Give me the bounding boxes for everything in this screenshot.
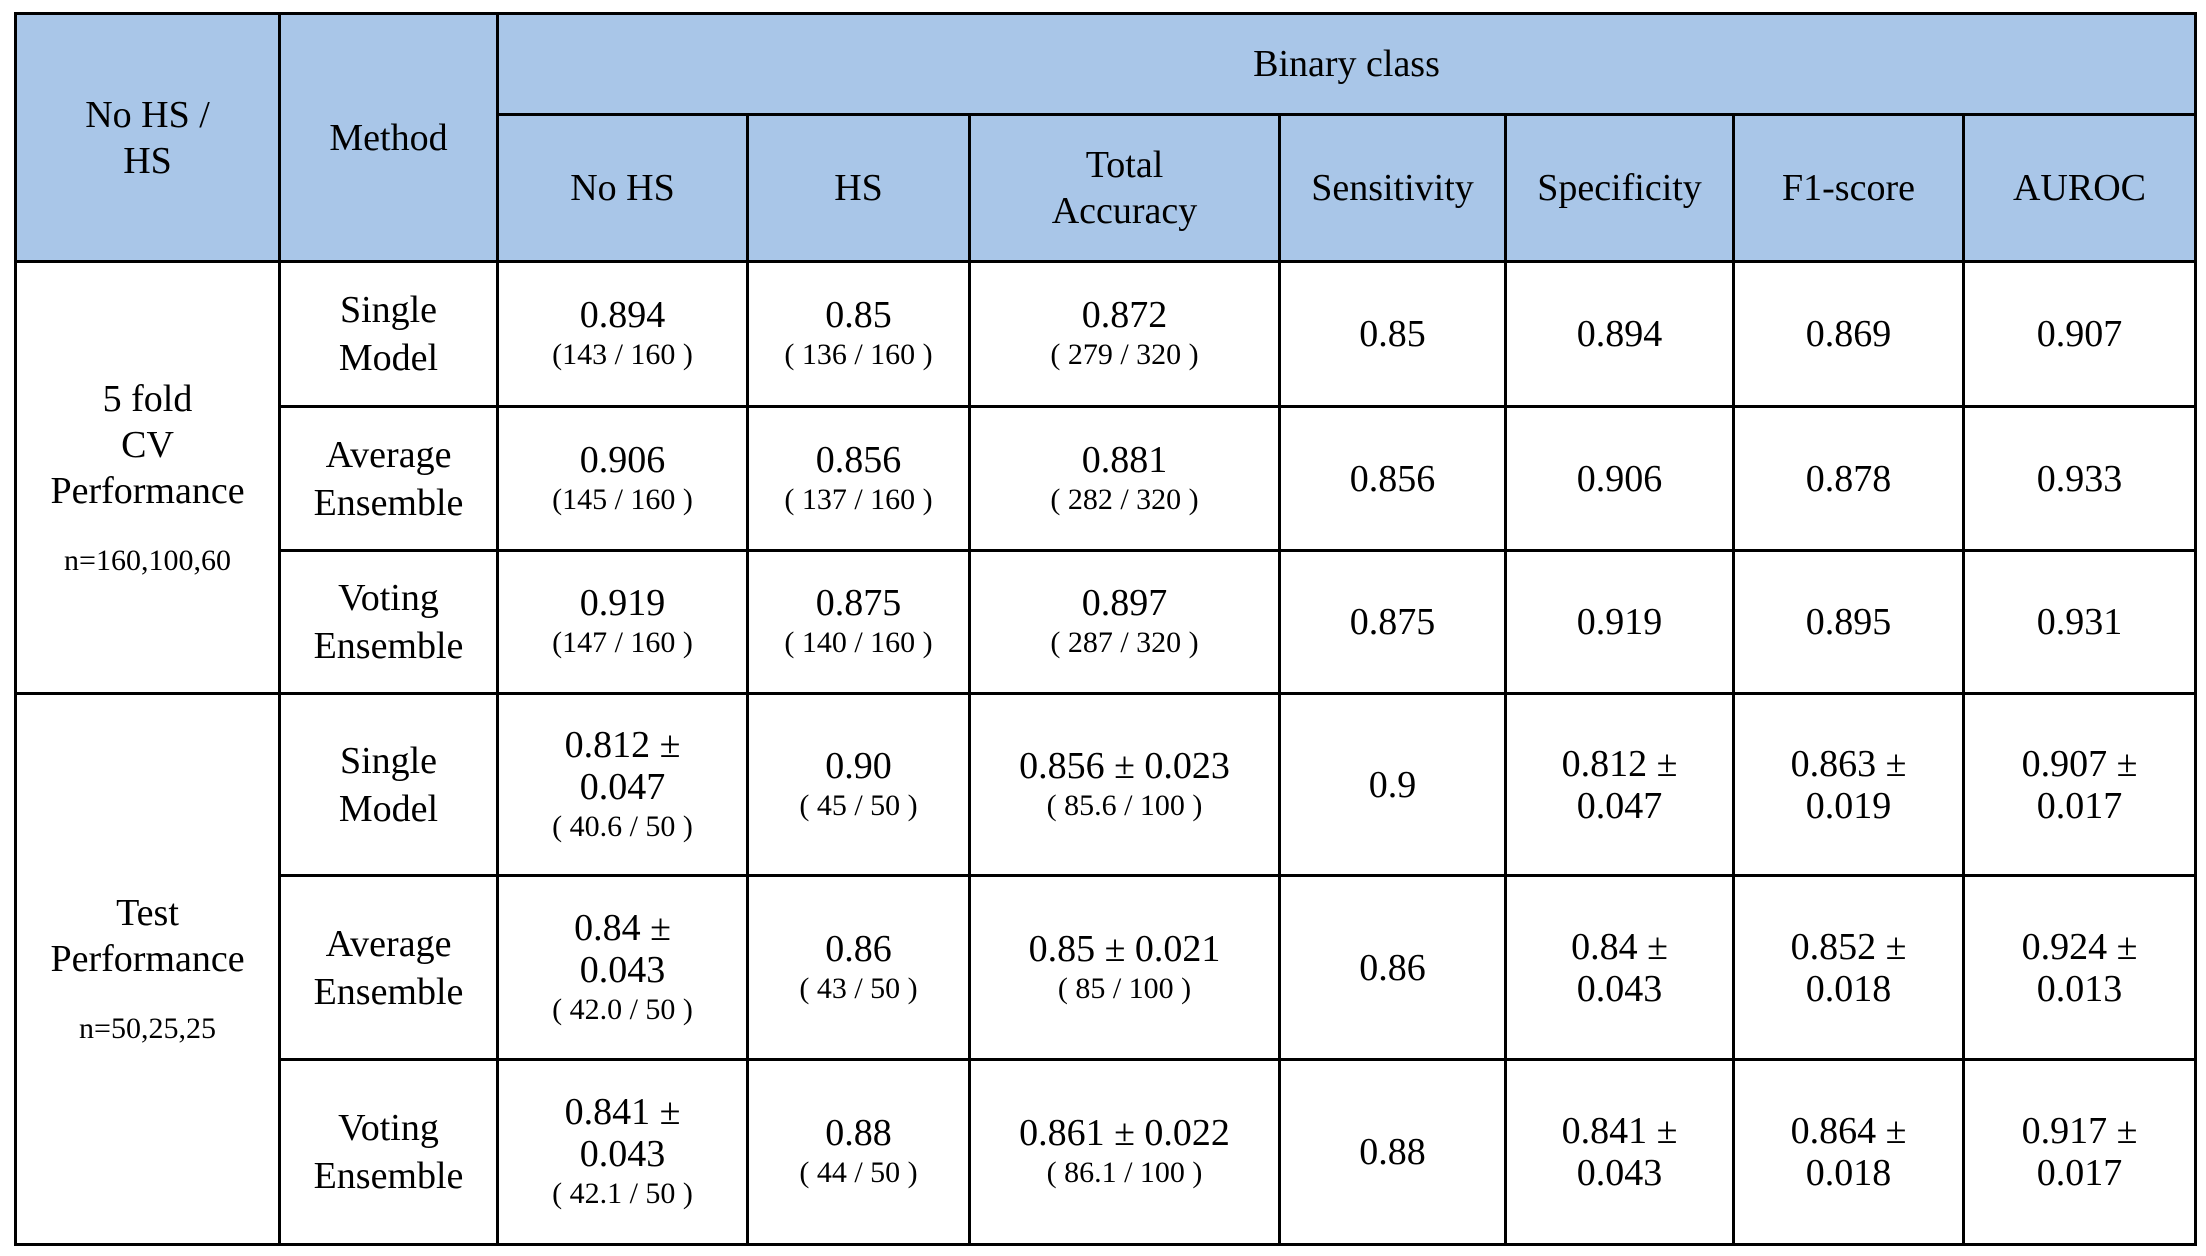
metric-cell [1506, 407, 1734, 550]
metric-value: 0.812 ± 0.047 [1561, 742, 1678, 827]
metric-fraction: ( 287 / 320 ) [1050, 626, 1199, 660]
metric-cell [1734, 1060, 1964, 1245]
metric-value: 0.869 [1805, 313, 1892, 356]
metric-fraction: ( 136 / 160 ) [784, 338, 933, 372]
header-method-col: Method [280, 14, 498, 262]
metric-fraction: ( 40.6 / 50 ) [552, 809, 693, 843]
metric-value: 0.897 [1081, 582, 1168, 625]
metric-value: 0.875 [815, 582, 902, 625]
metric-value: 0.872 [1081, 294, 1168, 337]
metric-cell [1280, 1060, 1506, 1245]
metric-value: 0.841 ± 0.043 [1561, 1110, 1678, 1195]
metric-cell [1280, 875, 1506, 1060]
metric-cell [1280, 550, 1506, 693]
group-cell [16, 262, 280, 694]
method-label: Single Model [338, 289, 439, 380]
metric-value: 0.88 [1359, 1131, 1426, 1174]
metric-value: 0.856 [1349, 457, 1436, 500]
header-binary-class: Binary class [498, 14, 2196, 115]
table-row [16, 1060, 2196, 1245]
metric-cell [1280, 407, 1506, 550]
metric-value: 0.86 [1359, 946, 1426, 989]
metric-value: 0.86 [825, 927, 892, 970]
metric-value: 0.812 ± 0.047 [564, 723, 681, 808]
method-cell [280, 407, 498, 550]
metric-cell [498, 550, 748, 693]
method-cell [280, 1060, 498, 1245]
metric-value: 0.933 [2036, 457, 2123, 500]
metric-cell [748, 262, 970, 407]
group-sample-sizes: n=50,25,25 [79, 1012, 216, 1046]
metric-fraction: ( 282 / 320 ) [1050, 482, 1199, 516]
method-cell [280, 875, 498, 1060]
header-metric-sensitivity: Sensitivity [1280, 115, 1506, 262]
metric-fraction: ( 137 / 160 ) [784, 482, 933, 516]
metric-value: 0.864 ± 0.018 [1790, 1110, 1907, 1195]
metric-cell [498, 407, 748, 550]
method-cell [280, 694, 498, 876]
metric-value: 0.906 [579, 438, 666, 481]
group-title: Test Performance [50, 892, 245, 981]
metric-value: 0.881 [1081, 438, 1168, 481]
metric-cell [1964, 1060, 2196, 1245]
metric-cell [1506, 1060, 1734, 1245]
metric-value: 0.906 [1576, 457, 1663, 500]
metric-cell [1506, 262, 1734, 407]
metric-value: 0.907 ± 0.017 [2021, 742, 2138, 827]
metric-value: 0.90 [825, 744, 892, 787]
metric-value: 0.84 ± 0.043 [1571, 925, 1668, 1010]
metric-value: 0.85 ± 0.021 [1028, 927, 1221, 970]
metric-cell [970, 875, 1280, 1060]
method-label: Average Ensemble [313, 433, 464, 524]
metric-value: 0.88 [825, 1112, 892, 1155]
metric-value: 0.895 [1805, 601, 1892, 644]
header-metric-no-hs: No HS [498, 115, 748, 262]
metric-fraction: ( 45 / 50 ) [799, 788, 918, 822]
metric-cell [1734, 407, 1964, 550]
method-cell [280, 550, 498, 693]
method-label: Single Model [338, 739, 439, 830]
metric-fraction: (143 / 160 ) [552, 338, 693, 372]
metric-cell [748, 1060, 970, 1245]
table-row [16, 875, 2196, 1060]
metric-cell [1964, 550, 2196, 693]
metric-cell [1964, 694, 2196, 876]
group-sample-sizes: n=160,100,60 [64, 543, 231, 577]
metric-value: 0.875 [1349, 601, 1436, 644]
metric-cell [498, 1060, 748, 1245]
metric-cell [748, 694, 970, 876]
metric-cell [1964, 875, 2196, 1060]
metric-value: 0.852 ± 0.018 [1790, 925, 1907, 1010]
metric-fraction: (147 / 160 ) [552, 626, 693, 660]
metric-value: 0.894 [1576, 313, 1663, 356]
metric-cell [1506, 550, 1734, 693]
metric-fraction: ( 279 / 320 ) [1050, 338, 1199, 372]
metric-cell [748, 550, 970, 693]
method-label: Voting Ensemble [313, 577, 464, 668]
metric-value: 0.841 ± 0.043 [564, 1091, 681, 1176]
metric-cell [970, 262, 1280, 407]
table-row [16, 694, 2196, 876]
header-metric-hs: HS [748, 115, 970, 262]
metric-cell [498, 262, 748, 407]
metric-value: 0.878 [1805, 457, 1892, 500]
metric-cell [1964, 262, 2196, 407]
metric-value: 0.856 [815, 438, 902, 481]
header-metric-f1: F1-score [1734, 115, 1964, 262]
metric-value: 0.85 [825, 294, 892, 337]
group-title: 5 fold CV Performance [50, 377, 245, 512]
results-table [14, 12, 2197, 1246]
metric-cell [970, 550, 1280, 693]
metric-value: 0.9 [1368, 763, 1417, 806]
method-label: Average Ensemble [313, 922, 464, 1013]
metric-fraction: ( 43 / 50 ) [799, 971, 918, 1005]
metric-cell [498, 694, 748, 876]
metric-cell [1734, 875, 1964, 1060]
metric-value: 0.919 [1576, 601, 1663, 644]
metric-value: 0.863 ± 0.019 [1790, 742, 1907, 827]
metric-value: 0.924 ± 0.013 [2021, 925, 2138, 1010]
metric-cell [970, 1060, 1280, 1245]
metric-cell [748, 407, 970, 550]
metric-cell [970, 694, 1280, 876]
table-row [16, 262, 2196, 407]
metric-fraction: ( 140 / 160 ) [784, 626, 933, 660]
metric-cell [1734, 550, 1964, 693]
metric-value: 0.931 [2036, 601, 2123, 644]
metric-cell [1280, 694, 1506, 876]
metric-fraction: ( 42.1 / 50 ) [552, 1177, 693, 1211]
metric-cell [498, 875, 748, 1060]
metric-value: 0.84 ± 0.043 [574, 906, 671, 991]
metric-value: 0.861 ± 0.022 [1019, 1112, 1230, 1155]
metric-value: 0.917 ± 0.017 [2021, 1110, 2138, 1195]
metric-fraction: ( 86.1 / 100 ) [1046, 1156, 1203, 1190]
metric-value: 0.907 [2036, 313, 2123, 356]
metric-value: 0.894 [579, 294, 666, 337]
metric-fraction: ( 42.0 / 50 ) [552, 992, 693, 1026]
metric-fraction: ( 85.6 / 100 ) [1046, 788, 1203, 822]
metric-value: 0.919 [579, 582, 666, 625]
group-cell [16, 694, 280, 1245]
table-row [16, 407, 2196, 550]
metric-cell [1506, 875, 1734, 1060]
method-label: Voting Ensemble [313, 1107, 464, 1198]
metric-cell [1280, 262, 1506, 407]
header-metric-auroc: AUROC [1964, 115, 2196, 262]
metric-fraction: ( 85 / 100 ) [1057, 971, 1192, 1005]
metric-fraction: (145 / 160 ) [552, 482, 693, 516]
metric-cell [1734, 262, 1964, 407]
metric-cell [970, 407, 1280, 550]
header-metric-total-accuracy: Total Accuracy [970, 115, 1280, 262]
metric-fraction: ( 44 / 50 ) [799, 1156, 918, 1190]
metric-cell [1964, 407, 2196, 550]
metric-value: 0.85 [1359, 313, 1426, 356]
method-cell [280, 262, 498, 407]
header-group-col: No HS / HS [16, 14, 280, 262]
metric-value: 0.856 ± 0.023 [1019, 744, 1230, 787]
table-row [16, 550, 2196, 693]
metric-cell [1506, 694, 1734, 876]
metric-cell [748, 875, 970, 1060]
header-metric-specificity: Specificity [1506, 115, 1734, 262]
metric-cell [1734, 694, 1964, 876]
